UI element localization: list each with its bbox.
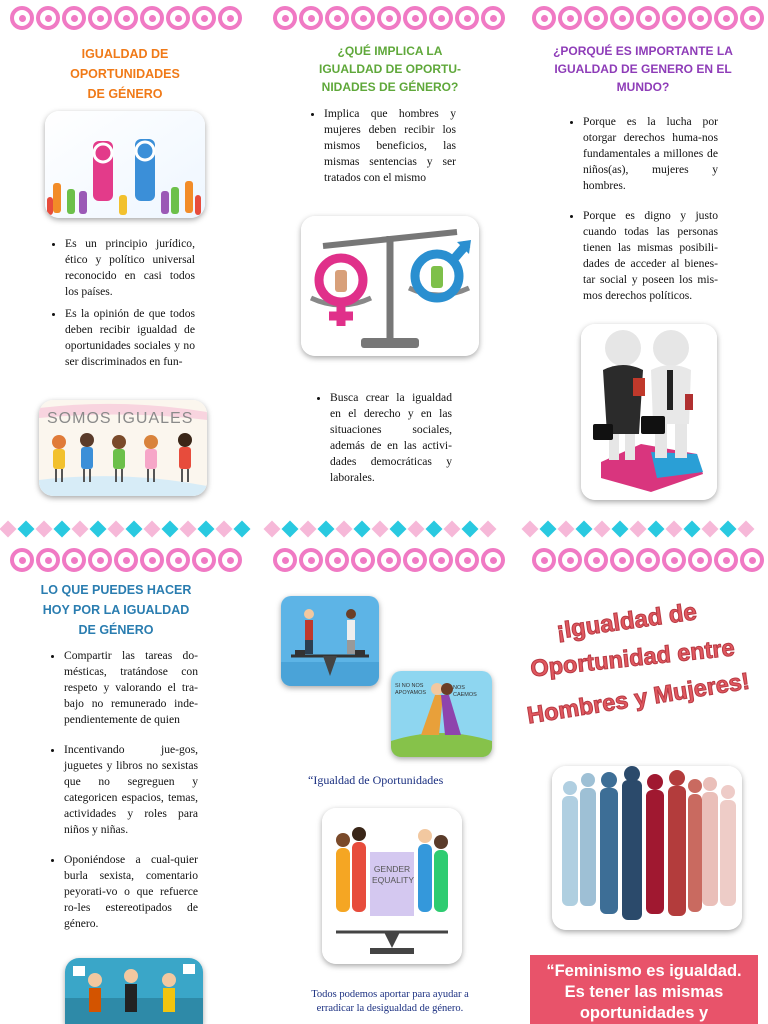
panel3-bullet-2: • Porque es digno y justo cuando todas las personas tienen las mismas posibili-dades de acceder al bienes-tar social y poseen los mis-mos derechos políticos. [583,208,718,304]
somos-iguales-image [39,400,207,496]
mid-ornament-right [532,546,764,574]
crowd-icon [552,766,742,930]
panel1-bullets [45,236,195,386]
crowd-image [552,766,742,930]
gender-equality-icon [322,808,462,964]
panel1-bullet-1: • Es un principio jurídico, ético y político universal reconocido en casi todos los países. [65,236,195,300]
panel5-quote: “Igualdad de Oportunidades [308,773,444,787]
gender-scale-image [301,216,479,356]
panel-what-implies [305,42,475,102]
quote-line-2: Es tener las mismas [564,983,724,1001]
main-title-line-1: ¡Igualdad de [554,598,699,645]
mid-ornament-left [10,546,242,574]
diamond-divider-center [266,516,494,542]
mid-ornament-center [273,546,505,574]
quote-line-1: “Feminismo es igualdad. [546,962,742,980]
main-title-line-2: Oportunidad entre [529,634,736,682]
diamond-divider-right [524,516,752,542]
balance-couple-image [281,596,379,686]
panel2-bullet-2: • Busca crear la igualdad en el derecho y en las situaciones sociales, además de en las activi-dades democráticas y laborales. [330,390,452,486]
panel1-bullet-2: • Es la opinión de que todos deben recibir igualdad de oportunidades sociales y no ser discriminados en fun- [65,306,195,370]
support-couple-image [391,671,492,757]
quote-line-3: oportunidades y [579,1004,709,1022]
raised-hands-image [45,111,205,218]
business-people-image [581,324,717,500]
top-ornament-center [273,4,505,32]
top-ornament-left [10,4,242,32]
panel4-bullets [44,648,198,954]
businesspeople-icon [581,324,717,500]
diamond-divider-left [2,516,248,542]
panel2-title: ¿QUÉ IMPLICA LA IGUALDAD DE OPORTU-NIDADES DE GÉNERO? [319,44,461,94]
panel2-bullet-1: • Implica que hombres y mujeres deben recibir los mismos beneficios, las mismas sentencias y ser tratados con el mismo [324,106,456,186]
panel3-title: ¿PORQUÉ ES IMPORTANTE LA IGUALDAD DE GENERO EN EL MUNDO? [553,44,733,94]
panel3-bullets [563,114,718,324]
panel1-title: IGUALDAD DE OPORTUNIDADES DE GÉNERO [70,47,180,101]
panel4-bullet-2: • Incentivando jue-gos, juguetes y libros no sexistas que no segreguen y categoricen espacios, temas, actividades y roles para niños y niñas. [64,742,198,838]
panel2-bullet-2-wrap [310,390,452,502]
main-title-line-3: Hombres y Mujeres! [525,667,752,729]
feminism-quote-box [530,955,758,1024]
raised-hands-icon [45,111,205,218]
panel3-bullet-1: • Porque es la lucha por otorgar derechos huma-nos fundamentales a millones de niños(as), mujeres y hombres. [583,114,718,194]
support-left-text: SI NO NOS APOYAMOS [395,683,427,696]
people-activities-image [65,958,203,1024]
seesaw-icon [281,596,379,686]
panel-why-important [548,42,738,102]
people-icon [65,958,203,1024]
somos-iguales-text: SOMOS IGUALES [47,410,194,427]
panel5-footer: Todos podemos aportar para ayudar a erradicar la desigualdad de género. [311,989,469,1014]
gender-equality-text: GENDER EQUALITY [372,864,415,885]
gender-equality-image [322,808,462,964]
panel4-title: LO QUE PUEDES HACER HOY POR LA IGUALDAD DE GÉNERO [40,583,192,637]
panel4-bullet-3: • Oponiéndose a cual-quier burla sexista, comentario peyorati-vo o que refuerce ro-les estereotipados de género. [64,852,198,932]
scale-icon [301,216,479,356]
panel2-bullet-1-wrap [304,106,456,188]
panel-what-you-can-do [40,580,192,644]
panel4-bullet-1: • Compartir las tareas do-mésticas, tratándose con respeto y valorando el tra-bajo no remunerado inde-pendientemente de quien [64,648,198,728]
top-ornament-right [532,4,764,32]
support-right-text: NOS CAEMOS [453,685,477,698]
